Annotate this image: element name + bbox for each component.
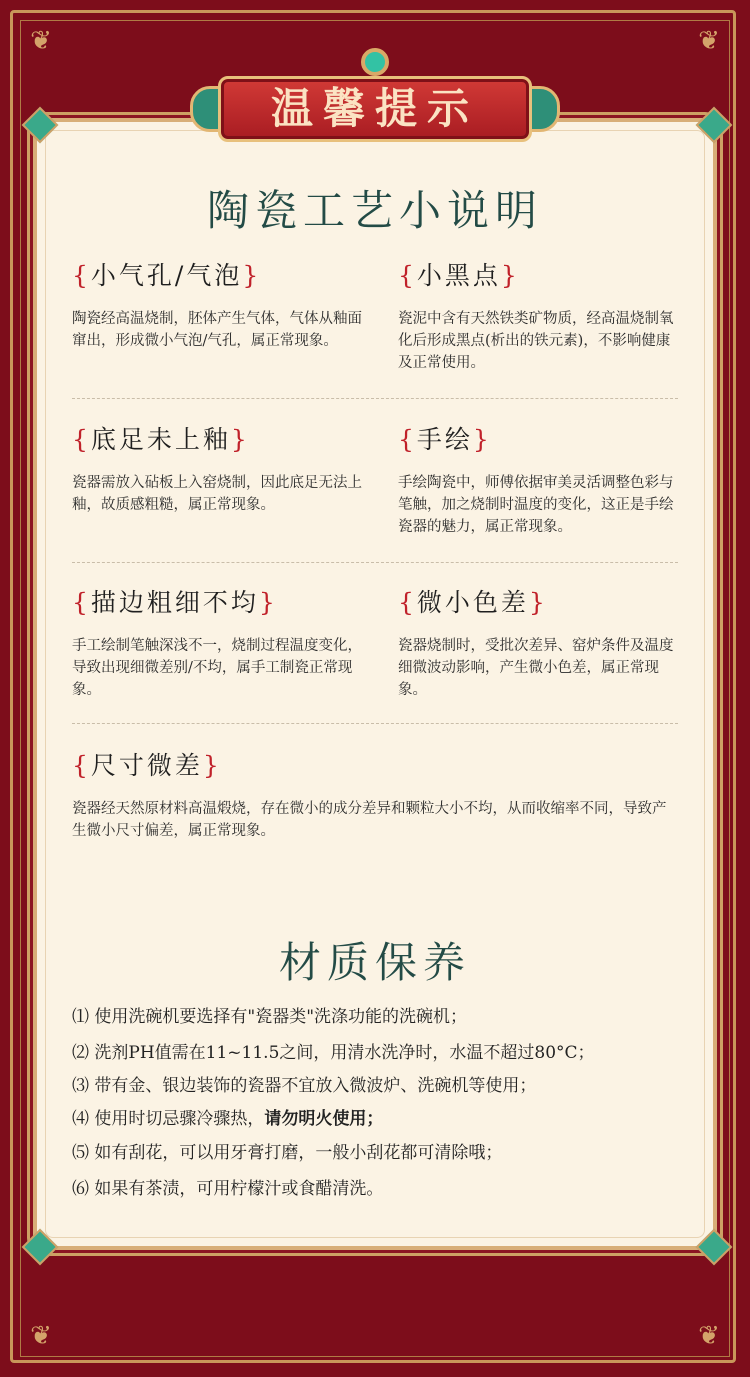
- brace-open-icon: {: [72, 751, 91, 780]
- craft-item-name: 手绘: [416, 425, 473, 454]
- brace-open-icon: {: [72, 588, 91, 617]
- craft-item-name: 描边粗细不均: [90, 588, 259, 617]
- brace-close-icon: }: [528, 588, 548, 617]
- craft-item-desc: 手绘陶瓷中，师傅依据审美灵活调整色彩与笔触，加之烧制时温度的变化，这正是手绘瓷器的魅力，属正常现象。: [398, 475, 674, 535]
- corner-ornament-icon: ❦: [30, 1321, 52, 1351]
- care-item: ⑴ 使用洗碗机要选择有"瓷器类"洗涤功能的洗碗机；: [72, 1007, 468, 1027]
- care-item: ⑶ 带有金、银边装饰的瓷器不宜放入微波炉、洗碗机等使用；: [72, 1076, 537, 1096]
- craft-item: [398, 585, 680, 701]
- craft-item-name: 小气孔/气泡: [90, 261, 243, 290]
- divider: [72, 398, 678, 399]
- care-item: ⑹ 如果有茶渍，可用柠檬汁或食醋清洗。: [72, 1179, 384, 1199]
- craft-item-desc: 瓷器经天然原材料高温煅烧，存在微小的成分差异和颗粒大小不均，从而收缩率不同，导致产生微小尺寸偏差，属正常现象。: [72, 801, 667, 839]
- brace-open-icon: {: [398, 261, 417, 290]
- craft-item-desc: 手工绘制笔触深浅不一，烧制过程温度变化，导致出现细微差别/不均，属手工制瓷正常现象。: [72, 638, 362, 698]
- craft-item-name: 微小色差: [416, 588, 529, 617]
- craft-item-desc: 陶瓷经高温烧制，胚体产生气体，气体从釉面窜出，形成微小气泡/气孔，属正常现象。: [72, 311, 362, 349]
- jade-gem-icon: [361, 48, 389, 76]
- craft-item: [398, 258, 680, 374]
- craft-item-name: 尺寸微差: [90, 751, 203, 780]
- brace-close-icon: }: [472, 425, 492, 454]
- brace-close-icon: }: [202, 751, 222, 780]
- banner-title: 温馨提示: [270, 84, 479, 133]
- care-item: ⑸ 如有刮花，可以用牙膏打磨，一般小刮花都可清除哦；: [72, 1143, 503, 1163]
- brace-open-icon: {: [72, 261, 91, 290]
- craft-item-name: 小黑点: [416, 261, 501, 290]
- craft-item-desc: 瓷器烧制时，受批次差异、窑炉条件及温度细微波动影响，产生微小色差，属正常现象。: [398, 638, 674, 698]
- craft-item: [72, 748, 678, 842]
- corner-ornament-icon: ❦: [30, 26, 52, 56]
- corner-ornament-icon: ❦: [698, 26, 720, 56]
- craft-title: 陶瓷工艺小说明: [206, 186, 543, 235]
- craft-item-desc: 瓷器需放入砧板上入窑烧制，因此底足无法上釉，故质感粗糙，属正常现象。: [72, 475, 362, 513]
- care-title: 材质保养: [278, 938, 471, 987]
- craft-item-desc: 瓷泥中含有天然铁类矿物质，经高温烧制氧化后形成黑点(析出的铁元素)，不影响健康及正常使用。: [398, 311, 674, 371]
- corner-ornament-icon: ❦: [698, 1321, 720, 1351]
- care-item: ⑵ 洗剂PH值需在11~11.5之间，用清水洗净时，水温不超过80°C；: [72, 1043, 595, 1063]
- care-item: ⑷ 使用时切忌骤冷骤热，请勿明火使用；: [72, 1109, 384, 1129]
- divider: [72, 562, 678, 563]
- craft-item: [72, 422, 372, 516]
- divider: [72, 723, 678, 724]
- brace-open-icon: {: [398, 588, 417, 617]
- brace-open-icon: {: [72, 425, 91, 454]
- brace-close-icon: }: [258, 588, 278, 617]
- banner: [190, 70, 560, 148]
- craft-item: [72, 585, 372, 701]
- craft-item: [72, 258, 372, 352]
- brace-open-icon: {: [398, 425, 417, 454]
- brace-close-icon: }: [500, 261, 520, 290]
- craft-item-name: 底足未上釉: [90, 425, 231, 454]
- brace-close-icon: }: [242, 261, 262, 290]
- craft-item: [398, 422, 680, 538]
- brace-close-icon: }: [230, 425, 250, 454]
